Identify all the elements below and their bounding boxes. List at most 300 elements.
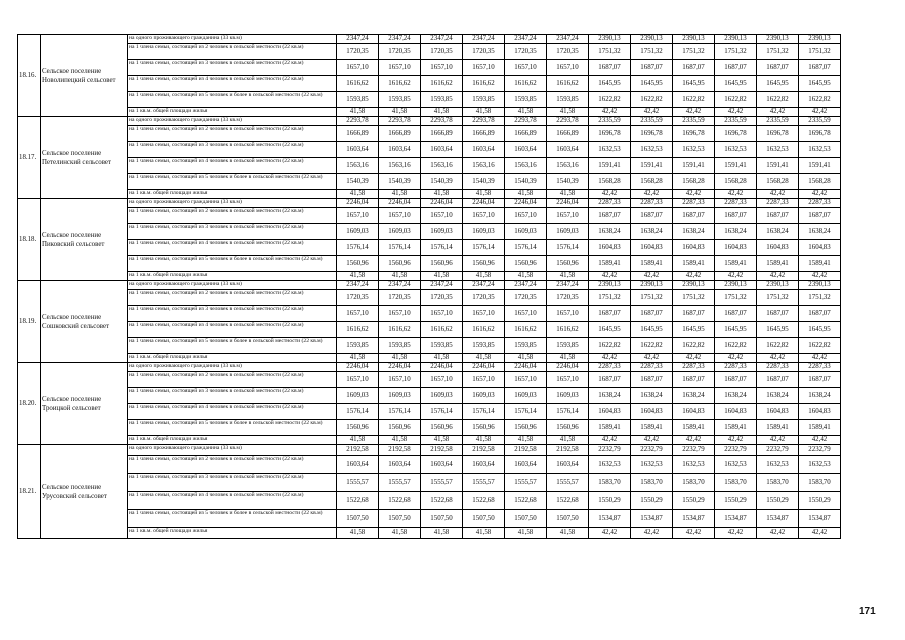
rate-value: 1632,53 — [757, 142, 799, 158]
rate-value: 1603,64 — [379, 142, 421, 158]
rate-value: 1751,32 — [589, 290, 631, 306]
rate-value: 2232,79 — [715, 445, 757, 456]
rate-value: 41,58 — [463, 190, 505, 199]
rate-value: 42,42 — [673, 436, 715, 445]
rate-value: 1696,78 — [799, 126, 841, 142]
rate-value: 1568,28 — [589, 174, 631, 190]
rate-value: 1609,03 — [379, 224, 421, 240]
rate-value: 1622,82 — [631, 338, 673, 354]
rate-value: 2246,04 — [547, 363, 589, 372]
rate-value: 1645,95 — [631, 76, 673, 92]
rate-value: 1632,53 — [715, 456, 757, 474]
rate-description: на 1 члена семьи, состоящей из 5 человек и более в сельской местности (22 кв.м) — [128, 92, 337, 108]
rate-value: 2287,33 — [631, 199, 673, 208]
rate-value: 1589,41 — [631, 420, 673, 436]
rate-value: 1507,50 — [505, 510, 547, 528]
rate-value: 1591,41 — [715, 158, 757, 174]
rate-value: 2287,33 — [589, 199, 631, 208]
rate-value: 2335,59 — [799, 117, 841, 126]
rate-value: 1720,35 — [547, 290, 589, 306]
rate-value: 1589,41 — [589, 256, 631, 272]
rate-value: 1657,10 — [505, 372, 547, 388]
rate-value: 1540,39 — [547, 174, 589, 190]
rate-value: 1657,10 — [421, 306, 463, 322]
rate-value: 2347,24 — [421, 281, 463, 290]
rate-value: 1638,24 — [673, 224, 715, 240]
rate-value: 1666,89 — [463, 126, 505, 142]
rate-value: 1591,41 — [757, 158, 799, 174]
rate-value: 1657,10 — [421, 208, 463, 224]
rate-value: 1638,24 — [757, 224, 799, 240]
rate-description: на 1 члена семьи, состоящей из 2 человек в сельской местности (22 кв.м) — [128, 44, 337, 60]
tariff-table-sheet — [17, 34, 841, 539]
rate-value: 1603,64 — [505, 142, 547, 158]
table-row — [18, 290, 841, 306]
rate-value: 1720,35 — [547, 44, 589, 60]
rate-value: 2293,78 — [337, 117, 379, 126]
rate-value: 41,58 — [505, 354, 547, 363]
rate-value: 1589,41 — [799, 420, 841, 436]
rate-value: 1696,78 — [673, 126, 715, 142]
rate-value: 1666,89 — [547, 126, 589, 142]
rate-value: 1603,64 — [505, 456, 547, 474]
settlement-name: Сельское поселение Урусовский сельсовет — [41, 445, 128, 539]
rate-value: 1632,53 — [715, 142, 757, 158]
rate-value: 1616,62 — [337, 76, 379, 92]
rate-description: на 1 кв.м. общей площади жилья — [128, 354, 337, 363]
rate-value: 1563,16 — [505, 158, 547, 174]
rate-value: 1638,24 — [799, 224, 841, 240]
rate-value: 1550,29 — [589, 492, 631, 510]
table-row — [18, 474, 841, 492]
rate-value: 1604,83 — [673, 404, 715, 420]
rate-value: 1720,35 — [379, 44, 421, 60]
rate-value: 1563,16 — [463, 158, 505, 174]
rate-value: 1720,35 — [337, 290, 379, 306]
rate-value: 41,58 — [421, 528, 463, 539]
rate-value: 42,42 — [589, 108, 631, 117]
rate-value: 1589,41 — [799, 256, 841, 272]
rate-value: 2347,24 — [505, 281, 547, 290]
rate-value: 1687,07 — [715, 306, 757, 322]
rate-value: 1632,53 — [673, 456, 715, 474]
rate-value: 1632,53 — [589, 456, 631, 474]
rate-value: 1616,62 — [505, 76, 547, 92]
rate-value: 2287,33 — [799, 199, 841, 208]
table-row — [18, 272, 841, 281]
rate-value: 1687,07 — [715, 208, 757, 224]
rate-value: 1638,24 — [715, 388, 757, 404]
rate-value: 1550,29 — [715, 492, 757, 510]
section-code: 18.20. — [18, 363, 41, 445]
rate-description: на 1 члена семьи, состоящей из 2 человек в сельской местности (22 кв.м) — [128, 456, 337, 474]
rate-value: 1593,85 — [547, 92, 589, 108]
rate-value: 1687,07 — [799, 306, 841, 322]
rate-value: 1583,70 — [673, 474, 715, 492]
rate-value: 2347,24 — [463, 35, 505, 44]
rate-value: 2287,33 — [673, 199, 715, 208]
rate-value: 1563,16 — [547, 158, 589, 174]
rate-value: 2390,13 — [673, 281, 715, 290]
rate-value: 1687,07 — [673, 372, 715, 388]
rate-value: 1507,50 — [547, 510, 589, 528]
rate-value: 2347,24 — [379, 35, 421, 44]
rate-value: 41,58 — [379, 190, 421, 199]
rate-value: 41,58 — [547, 272, 589, 281]
rate-value: 1632,53 — [631, 142, 673, 158]
rate-value: 1576,14 — [421, 240, 463, 256]
rate-value: 1540,39 — [421, 174, 463, 190]
rate-value: 41,58 — [379, 528, 421, 539]
rate-value: 41,58 — [547, 436, 589, 445]
rate-value: 41,58 — [379, 108, 421, 117]
rate-value: 1687,07 — [589, 306, 631, 322]
rate-description: на 1 члена семьи, состоящей из 3 человек в сельской местности (22 кв.м) — [128, 388, 337, 404]
rate-value: 2390,13 — [631, 281, 673, 290]
rate-value: 1720,35 — [421, 290, 463, 306]
rate-value: 1657,10 — [337, 372, 379, 388]
rate-value: 1593,85 — [337, 338, 379, 354]
rate-description: на одного проживающего гражданина (33 кв.м) — [128, 35, 337, 44]
rate-value: 1687,07 — [673, 60, 715, 76]
rate-value: 42,42 — [799, 528, 841, 539]
rate-value: 1616,62 — [463, 76, 505, 92]
rate-value: 1604,83 — [715, 404, 757, 420]
rate-value: 1638,24 — [799, 388, 841, 404]
rate-description: на 1 члена семьи, состоящей из 2 человек в сельской местности (22 кв.м) — [128, 372, 337, 388]
rate-value: 1591,41 — [673, 158, 715, 174]
rate-value: 1687,07 — [589, 372, 631, 388]
rate-value: 1687,07 — [631, 60, 673, 76]
rate-value: 2192,58 — [547, 445, 589, 456]
rate-value: 42,42 — [673, 190, 715, 199]
rate-value: 1560,96 — [421, 420, 463, 436]
rate-value: 1576,14 — [379, 404, 421, 420]
rate-value: 2390,13 — [589, 35, 631, 44]
rate-value: 1657,10 — [421, 60, 463, 76]
table-row — [18, 76, 841, 92]
rate-value: 1522,68 — [547, 492, 589, 510]
rate-value: 41,58 — [379, 436, 421, 445]
rate-value: 1622,82 — [631, 92, 673, 108]
rate-value: 42,42 — [715, 528, 757, 539]
rate-value: 1657,10 — [379, 372, 421, 388]
rate-value: 1720,35 — [379, 290, 421, 306]
rate-value: 42,42 — [589, 190, 631, 199]
rate-value: 42,42 — [673, 272, 715, 281]
rate-value: 2293,78 — [463, 117, 505, 126]
rate-value: 1645,95 — [757, 322, 799, 338]
rate-value: 1696,78 — [757, 126, 799, 142]
rate-value: 1591,41 — [589, 158, 631, 174]
rate-value: 1555,57 — [463, 474, 505, 492]
table-row — [18, 456, 841, 474]
rate-value: 1638,24 — [631, 224, 673, 240]
rate-value: 2246,04 — [547, 199, 589, 208]
rate-value: 2232,79 — [799, 445, 841, 456]
rate-value: 42,42 — [715, 190, 757, 199]
rate-value: 1751,32 — [631, 290, 673, 306]
rate-value: 1616,62 — [379, 76, 421, 92]
rate-value: 42,42 — [631, 272, 673, 281]
rate-value: 1657,10 — [547, 208, 589, 224]
rate-value: 1593,85 — [505, 338, 547, 354]
rate-value: 41,58 — [421, 190, 463, 199]
rate-value: 1687,07 — [799, 60, 841, 76]
table-row — [18, 256, 841, 272]
table-row — [18, 445, 841, 456]
rate-value: 42,42 — [799, 272, 841, 281]
rate-value: 1687,07 — [757, 306, 799, 322]
rate-value: 1555,57 — [505, 474, 547, 492]
rate-value: 41,58 — [337, 272, 379, 281]
rate-value: 42,42 — [673, 528, 715, 539]
rate-value: 41,58 — [421, 108, 463, 117]
rate-value: 2335,59 — [673, 117, 715, 126]
table-row — [18, 322, 841, 338]
rate-value: 1604,83 — [631, 240, 673, 256]
rate-value: 1604,83 — [715, 240, 757, 256]
rate-value: 2246,04 — [463, 199, 505, 208]
rate-value: 1657,10 — [505, 208, 547, 224]
rate-value: 1603,64 — [547, 142, 589, 158]
rate-value: 42,42 — [799, 190, 841, 199]
rate-value: 2293,78 — [421, 117, 463, 126]
rate-value: 1751,32 — [799, 290, 841, 306]
rate-value: 1632,53 — [673, 142, 715, 158]
rate-value: 1622,82 — [757, 92, 799, 108]
rate-value: 1534,87 — [589, 510, 631, 528]
rate-value: 1751,32 — [631, 44, 673, 60]
rate-value: 1604,83 — [589, 404, 631, 420]
rate-value: 1507,50 — [337, 510, 379, 528]
rate-description: на 1 кв.м. общей площади жилья — [128, 528, 337, 539]
rate-value: 1616,62 — [421, 322, 463, 338]
rate-value: 1604,83 — [631, 404, 673, 420]
rate-value: 1609,03 — [463, 224, 505, 240]
rate-value: 1751,32 — [673, 290, 715, 306]
rate-value: 41,58 — [505, 108, 547, 117]
rate-value: 1563,16 — [337, 158, 379, 174]
rate-value: 1632,53 — [757, 456, 799, 474]
rate-value: 42,42 — [631, 190, 673, 199]
rate-value: 2287,33 — [757, 199, 799, 208]
rate-value: 1645,95 — [673, 322, 715, 338]
rate-value: 41,58 — [547, 190, 589, 199]
rate-value: 1645,95 — [799, 76, 841, 92]
rate-value: 1751,32 — [715, 290, 757, 306]
table-row — [18, 354, 841, 363]
rate-value: 1622,82 — [799, 92, 841, 108]
rate-value: 42,42 — [799, 354, 841, 363]
table-row — [18, 108, 841, 117]
rate-value: 1696,78 — [589, 126, 631, 142]
rate-value: 1576,14 — [547, 404, 589, 420]
rate-value: 1687,07 — [589, 60, 631, 76]
settlement-name: Сельское поселение Петелинский сельсовет — [41, 117, 128, 199]
rate-value: 1550,29 — [757, 492, 799, 510]
rate-value: 2390,13 — [757, 281, 799, 290]
rate-value: 41,58 — [337, 436, 379, 445]
table-row — [18, 142, 841, 158]
rate-value: 1589,41 — [589, 420, 631, 436]
table-row — [18, 338, 841, 354]
rate-value: 41,58 — [547, 354, 589, 363]
rate-value: 1540,39 — [337, 174, 379, 190]
rate-value: 41,58 — [337, 354, 379, 363]
rate-value: 42,42 — [799, 108, 841, 117]
rate-value: 41,58 — [421, 436, 463, 445]
rate-value: 1609,03 — [337, 224, 379, 240]
rate-value: 1645,95 — [715, 322, 757, 338]
rate-value: 1751,32 — [799, 44, 841, 60]
rate-value: 42,42 — [757, 272, 799, 281]
rate-value: 2390,13 — [715, 35, 757, 44]
rate-value: 1604,83 — [757, 240, 799, 256]
rate-value: 1560,96 — [379, 256, 421, 272]
rate-value: 41,58 — [379, 272, 421, 281]
rate-value: 1593,85 — [379, 338, 421, 354]
rate-description: на 1 члена семьи, состоящей из 5 человек и более в сельской местности (22 кв.м) — [128, 174, 337, 190]
rate-value: 1603,64 — [547, 456, 589, 474]
rate-value: 41,58 — [337, 528, 379, 539]
rate-description: на 1 члена семьи, состоящей из 5 человек и более в сельской местности (22 кв.м) — [128, 420, 337, 436]
rate-value: 1720,35 — [421, 44, 463, 60]
rate-value: 1616,62 — [547, 76, 589, 92]
rate-value: 1616,62 — [463, 322, 505, 338]
rate-value: 42,42 — [715, 272, 757, 281]
rate-value: 1687,07 — [631, 372, 673, 388]
rate-value: 1589,41 — [673, 256, 715, 272]
rate-value: 41,58 — [505, 272, 547, 281]
table-row — [18, 420, 841, 436]
rate-value: 1657,10 — [421, 372, 463, 388]
rate-value: 1609,03 — [421, 388, 463, 404]
rate-value: 1657,10 — [379, 306, 421, 322]
rate-value: 1555,57 — [337, 474, 379, 492]
rate-description: на 1 члена семьи, состоящей из 2 человек в сельской местности (22 кв.м) — [128, 126, 337, 142]
rate-value: 2335,59 — [589, 117, 631, 126]
rate-value: 1603,64 — [337, 456, 379, 474]
rate-value: 1622,82 — [799, 338, 841, 354]
rate-value: 1645,95 — [673, 76, 715, 92]
rate-value: 2293,78 — [547, 117, 589, 126]
rate-value: 1576,14 — [505, 404, 547, 420]
rate-value: 42,42 — [757, 528, 799, 539]
rate-value: 42,42 — [715, 436, 757, 445]
rate-value: 1622,82 — [715, 338, 757, 354]
rate-value: 2347,24 — [337, 35, 379, 44]
rate-value: 1507,50 — [463, 510, 505, 528]
rate-value: 1560,96 — [379, 420, 421, 436]
rate-value: 1522,68 — [463, 492, 505, 510]
rate-value: 1576,14 — [505, 240, 547, 256]
rate-value: 1534,87 — [757, 510, 799, 528]
rate-value: 1534,87 — [799, 510, 841, 528]
page-number: 171 — [859, 606, 876, 617]
rate-value: 1616,62 — [505, 322, 547, 338]
rate-value: 1609,03 — [505, 224, 547, 240]
rate-value: 1666,89 — [379, 126, 421, 142]
rate-value: 1593,85 — [379, 92, 421, 108]
rate-description: на 1 члена семьи, состоящей из 5 человек и более в сельской местности (22 кв.м) — [128, 338, 337, 354]
rate-value: 1657,10 — [379, 208, 421, 224]
rate-value: 2232,79 — [757, 445, 799, 456]
settlement-name: Сельское поселение Троицкой сельсовет — [41, 363, 128, 445]
rate-value: 2390,13 — [631, 35, 673, 44]
tariff-table-body — [18, 35, 841, 539]
rate-value: 1534,87 — [715, 510, 757, 528]
rate-value: 42,42 — [715, 354, 757, 363]
rate-value: 1657,10 — [463, 208, 505, 224]
rate-value: 2246,04 — [421, 199, 463, 208]
rate-value: 1576,14 — [337, 240, 379, 256]
rate-value: 1604,83 — [757, 404, 799, 420]
rate-value: 1522,68 — [505, 492, 547, 510]
rate-value: 1589,41 — [757, 256, 799, 272]
rate-description: на 1 члена семьи, состоящей из 3 человек в сельской местности (22 кв.м) — [128, 60, 337, 76]
rate-value: 1616,62 — [421, 76, 463, 92]
rate-value: 41,58 — [547, 108, 589, 117]
settlement-name: Сельское поселение Сошковский сельсовет — [41, 281, 128, 363]
rate-value: 1751,32 — [673, 44, 715, 60]
rate-description: на одного проживающего гражданина (33 кв.м) — [128, 281, 337, 290]
rate-value: 42,42 — [589, 436, 631, 445]
rate-description: на одного проживающего гражданина (33 кв.м) — [128, 445, 337, 456]
rate-value: 1609,03 — [463, 388, 505, 404]
rate-value: 42,42 — [631, 528, 673, 539]
rate-value: 1632,53 — [799, 142, 841, 158]
rate-value: 1616,62 — [547, 322, 589, 338]
table-row — [18, 363, 841, 372]
rate-value: 1583,70 — [757, 474, 799, 492]
rate-value: 1645,95 — [799, 322, 841, 338]
rate-value: 1593,85 — [463, 92, 505, 108]
rate-value: 1751,32 — [757, 290, 799, 306]
table-row — [18, 199, 841, 208]
table-row — [18, 528, 841, 539]
rate-value: 41,58 — [421, 354, 463, 363]
rate-value: 2287,33 — [715, 363, 757, 372]
rate-value: 42,42 — [631, 108, 673, 117]
rate-description: на 1 члена семьи, состоящей из 4 человек в сельской местности (22 кв.м) — [128, 76, 337, 92]
rate-value: 2287,33 — [715, 199, 757, 208]
rate-description: на 1 члена семьи, состоящей из 5 человек и более в сельской местности (22 кв.м) — [128, 256, 337, 272]
rate-value: 2287,33 — [631, 363, 673, 372]
table-row — [18, 117, 841, 126]
table-row — [18, 388, 841, 404]
rate-value: 42,42 — [799, 436, 841, 445]
rate-value: 1555,57 — [379, 474, 421, 492]
rate-value: 1720,35 — [505, 290, 547, 306]
rate-value: 1687,07 — [715, 372, 757, 388]
rate-value: 1560,96 — [547, 256, 589, 272]
rate-value: 1645,95 — [757, 76, 799, 92]
rate-value: 1522,68 — [421, 492, 463, 510]
rate-value: 42,42 — [589, 354, 631, 363]
rate-value: 1604,83 — [673, 240, 715, 256]
rate-value: 1603,64 — [379, 456, 421, 474]
rate-value: 1609,03 — [421, 224, 463, 240]
rate-value: 2246,04 — [421, 363, 463, 372]
rate-value: 1666,89 — [421, 126, 463, 142]
rate-value: 1609,03 — [337, 388, 379, 404]
rate-value: 1687,07 — [757, 372, 799, 388]
rate-value: 1576,14 — [421, 404, 463, 420]
rate-value: 2192,58 — [463, 445, 505, 456]
rate-value: 1657,10 — [505, 306, 547, 322]
rate-value: 1534,87 — [673, 510, 715, 528]
